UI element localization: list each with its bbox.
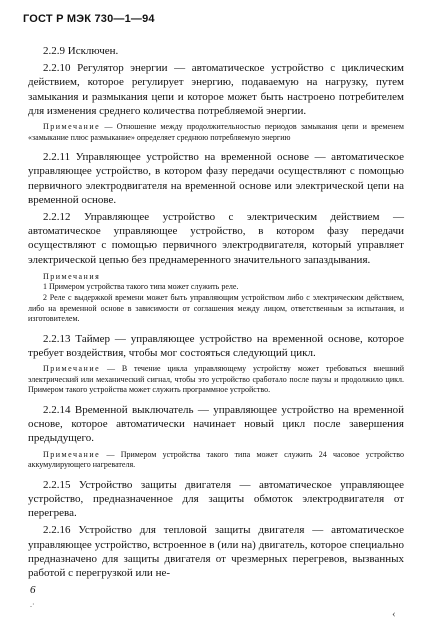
note-text: — В течение цикла управляющему устройству может требоваться внешний электрический или механический сигнал, чтобы это устройство сработало после паузы и продолжило цикл. Примером такого устройства может служить программное устройство.: [28, 364, 404, 395]
clause-2-2-9: 2.2.9 Исключен.: [43, 45, 119, 57]
clause-2-2-16: 2.2.16 Устройство для тепловой защиты двигателя — автоматическое управляющее устройство, встроенное в (или на) двигатель, которое специально предназначено для защиты двигателя от чрезмерных перегревов, вызванных работой с перегрузкой или не-: [28, 524, 404, 579]
notes-heading: Примечания: [43, 271, 101, 281]
clause-2-2-10: 2.2.10 Регулятор энергии — автоматическое устройство с циклическим действием, которое регулирует энергию, подаваемую на нагрузку, путем замыкания и размыкания цепи и которое может быть настроено потребителем для изменения среднего количества потребляемой энергии.: [28, 62, 404, 117]
scan-mark-right: ‹: [392, 608, 396, 620]
note-item-2: 2 Реле с выдержкой времени может быть управляющим устройством либо с электрическим действием, либо на временной основе в зависимости от соглашения между лицом, ответственным за испытания, и изготовителем.: [28, 293, 404, 324]
clause-2-2-15: 2.2.15 Устройство защиты двигателя — автоматическое управляющее устройство, предназначенное для защиты обмоток электродвигателя от перегрева.: [28, 478, 404, 520]
note-label: Примечание: [43, 364, 101, 374]
page-number: 6: [30, 584, 36, 596]
clause-2-2-13: 2.2.13 Таймер — управляющее устройство на временной основе, которое требует воздействия, чтобы мог состояться следующий цикл.: [28, 332, 404, 359]
note-label: Примечание: [43, 122, 101, 132]
note-text: — Отношение между продолжительностью периодов замыкания цепи и временем «замыкание плюс размыкание» определяет среднюю потребляемую энергию: [28, 122, 404, 142]
clause-2-2-14: 2.2.14 Временной выключатель — управляющее устройство на временной основе, которое автоматически начинает новый цикл после завершения предыдущего.: [28, 403, 404, 445]
scan-mark-left: .·: [30, 600, 35, 609]
note-text: — Примером устройства такого типа может служить 24 часовое устройство аккумулирующего нагревателя.: [28, 449, 404, 470]
document-body: [28, 44, 404, 583]
note-label: Примечание: [43, 449, 101, 459]
clause-2-2-11: 2.2.11 Управляющее устройство на временной основе — автоматическое управляющее устройство, в котором фазу передачи осуществляют с помощью первичного электродвигателя на временной основе или электрической цепи на временной основе.: [28, 151, 404, 206]
note-2-2-13: [28, 364, 404, 396]
note-item-1: 1 Примером устройства такого типа может служить реле.: [43, 282, 239, 292]
clause-2-2-12: 2.2.12 Управляющее устройство с электрическим действием — автоматическое управляющее устройство, в котором фазу передачи осуществляют с помощью первичного электродвигателя, который управляет электрической цепью без преднамеренного значительного запаздывания.: [28, 211, 404, 266]
note-2-2-14: [28, 450, 404, 471]
note-2-2-10: [28, 122, 404, 143]
page-header: ГОСТ Р МЭК 730—1—94: [23, 13, 155, 25]
